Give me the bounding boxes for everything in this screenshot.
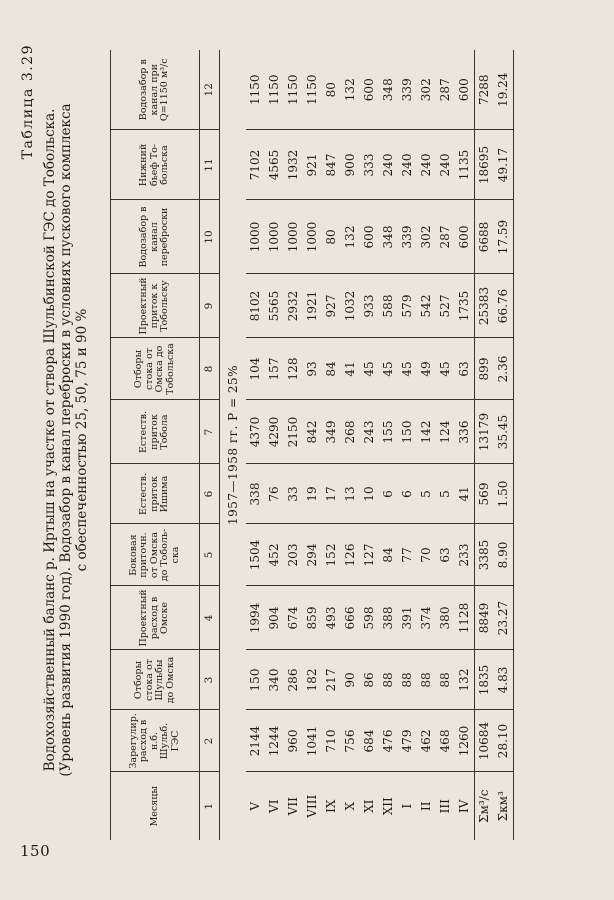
table-cell: 756 [341, 710, 360, 772]
table-cell: 18695 [475, 130, 495, 200]
table-cell: 391 [398, 586, 417, 650]
table-cell: 1735 [455, 274, 475, 338]
table-cell: 4.83 [494, 650, 514, 710]
table-cell: 23.27 [494, 586, 514, 650]
table-cell: 13 [341, 464, 360, 524]
table-cell: 847 [322, 130, 341, 200]
table-cell: 388 [379, 586, 398, 650]
col-number: 2 [200, 710, 220, 772]
table-cell: 1932 [284, 130, 303, 200]
table-cell: 684 [360, 710, 379, 772]
col-header-tailwater-tobolsk: Нижний бьеф То-больска [111, 130, 200, 200]
table-cell: 7288 [475, 50, 495, 130]
table-cell: 302 [417, 50, 436, 130]
table-cell: 45 [436, 338, 455, 400]
table-cell: 63 [455, 338, 475, 400]
col-number: 4 [200, 586, 220, 650]
col-number: 10 [200, 200, 220, 274]
table-cell: 243 [360, 400, 379, 464]
table-cell: 452 [265, 524, 284, 586]
caption-line-2: (Уровень развития 1990 год). Водозабор в канал переброски в условиях пускового комплекса [58, 103, 74, 777]
table-cell: 287 [436, 200, 455, 274]
table-cell: 5 [436, 464, 455, 524]
table-cell: 339 [398, 200, 417, 274]
table-cell: 348 [379, 200, 398, 274]
section-label: 1957—1958 гг. P = 25% [225, 364, 240, 526]
table-cell: 77 [398, 524, 417, 586]
table-cell: 1041 [303, 710, 322, 772]
table-cell: 45 [379, 338, 398, 400]
table-cell: 35.45 [494, 400, 514, 464]
table-cell: 338 [246, 464, 265, 524]
table-cell: 41 [455, 464, 475, 524]
table-row [417, 50, 436, 840]
table-cell: 1150 [284, 50, 303, 130]
table-cell: 666 [341, 586, 360, 650]
table-cell: 302 [417, 200, 436, 274]
table-cell: 63 [436, 524, 455, 586]
table-cell: 33 [284, 464, 303, 524]
table-cell: 8849 [475, 586, 495, 650]
table-cell: 217 [322, 650, 341, 710]
table-cell: 240 [379, 130, 398, 200]
col-header-design-flow-omsk: Проектный расход в Омске [111, 586, 200, 650]
table-cell: 28.10 [494, 710, 514, 772]
row-label: VII [286, 797, 300, 816]
table-cell: 19 [303, 464, 322, 524]
table-cell: 294 [303, 524, 322, 586]
table-cell: 8102 [246, 274, 265, 338]
table-cell: 527 [436, 274, 455, 338]
table-cell: 155 [379, 400, 398, 464]
table-cell: 927 [322, 274, 341, 338]
table-cell: 842 [303, 400, 322, 464]
table-cell: 598 [360, 586, 379, 650]
page-number: 150 [20, 842, 51, 860]
table-cell: 45 [398, 338, 417, 400]
table-cell: 6688 [475, 200, 495, 274]
table-cell: 374 [417, 586, 436, 650]
table-cell: 380 [436, 586, 455, 650]
col-number: 12 [200, 50, 220, 130]
table-cell: 569 [475, 464, 495, 524]
table-cell: 240 [436, 130, 455, 200]
table-cell: 674 [284, 586, 303, 650]
col-header-tobol-inflow: Естеств. приток Тобола [111, 400, 200, 464]
table-cell: 2932 [284, 274, 303, 338]
table-cell: 1000 [284, 200, 303, 274]
table-cell: 4370 [246, 400, 265, 464]
table-label: Таблица 3.29 [20, 44, 36, 160]
table-cell: 128 [284, 338, 303, 400]
col-header-withdrawals-shulba-omsk: Отборы стока от Шульбы до Омска [111, 650, 200, 710]
table-cell: 76 [265, 464, 284, 524]
table-cell: 542 [417, 274, 436, 338]
table-cell: 126 [341, 524, 360, 586]
col-header-withdrawals-omsk-tobolsk: Отборы стока от Омска до Тобольска [111, 338, 200, 400]
table-cell: 600 [455, 200, 475, 274]
col-number: 11 [200, 130, 220, 200]
table-cell: 4290 [265, 400, 284, 464]
table-row [265, 50, 284, 840]
table-cell: 66.76 [494, 274, 514, 338]
table-cell: 2144 [246, 710, 265, 772]
table-cell: 1260 [455, 710, 475, 772]
table-cell: 710 [322, 710, 341, 772]
col-header-lateral-inflow: Боковая приточн. от Омска до Тоболь-ска [111, 524, 200, 586]
col-header-ishim-inflow: Естеств. приток Ишима [111, 464, 200, 524]
table-row [379, 50, 398, 840]
table-cell: 5 [417, 464, 436, 524]
row-label: IV [457, 799, 471, 813]
table-cell: 600 [455, 50, 475, 130]
section-row [220, 50, 247, 840]
table-cell: 142 [417, 400, 436, 464]
table-cell: 4565 [265, 130, 284, 200]
table-cell: 900 [341, 130, 360, 200]
table-cell: 1921 [303, 274, 322, 338]
row-label: III [438, 799, 452, 814]
col-header-regulated-flow: Зарегулир. расход в н.б. Шульб. ГЭС [111, 710, 200, 772]
table-cell: 10 [360, 464, 379, 524]
col-number: 3 [200, 650, 220, 710]
table-row [284, 50, 303, 840]
table-cell: 84 [322, 338, 341, 400]
table-caption [42, 70, 90, 810]
table-cell: 104 [246, 338, 265, 400]
table-cell: 84 [379, 524, 398, 586]
table-row [475, 50, 495, 840]
table-row [246, 50, 265, 840]
table-cell: 1150 [265, 50, 284, 130]
caption-line-1: Водохозяйственный баланс р. Иртыш на участке от створа Шульбинской ГЭС до Тобольска. [42, 108, 58, 772]
col-header-design-inflow-tobolsk: Проектный приток к Тобольску [111, 274, 200, 338]
table-cell: 41 [341, 338, 360, 400]
table-cell: 960 [284, 710, 303, 772]
table-cell: 5565 [265, 274, 284, 338]
row-label: Σм³/с [475, 772, 495, 840]
col-header-months: Месяцы [111, 772, 200, 840]
table-cell: 6 [398, 464, 417, 524]
table-cell: 124 [436, 400, 455, 464]
table-cell: 88 [398, 650, 417, 710]
table-cell: 13179 [475, 400, 495, 464]
table-cell: 127 [360, 524, 379, 586]
table-cell: 86 [360, 650, 379, 710]
row-label: X [343, 801, 357, 811]
table-cell: 1150 [246, 50, 265, 130]
table-cell: 49.17 [494, 130, 514, 200]
table-cell: 2150 [284, 400, 303, 464]
table-cell: 132 [341, 200, 360, 274]
table-cell: 336 [455, 400, 475, 464]
column-number-row [200, 50, 220, 840]
table-cell: 904 [265, 586, 284, 650]
table-cell: 88 [417, 650, 436, 710]
table-cell: 588 [379, 274, 398, 338]
table-cell: 933 [360, 274, 379, 338]
col-number: 5 [200, 524, 220, 586]
table-cell: 80 [322, 200, 341, 274]
table-cell: 19.24 [494, 50, 514, 130]
table-cell: 1994 [246, 586, 265, 650]
table-cell: 600 [360, 50, 379, 130]
header-row [111, 50, 200, 840]
table-cell: 90 [341, 650, 360, 710]
caption-line-3: с обеспеченностью 25, 50, 75 и 90 % [74, 308, 90, 572]
row-label: Σкм³ [494, 772, 514, 840]
col-number: 1 [200, 772, 220, 840]
table-row [360, 50, 379, 840]
table-row [303, 50, 322, 840]
table-cell: 150 [398, 400, 417, 464]
table-cell: 333 [360, 130, 379, 200]
table-cell: 286 [284, 650, 303, 710]
row-label: IX [324, 799, 338, 813]
col-header-canal-intake-q1150: Водозабор в канал при Q=1150 м³/с [111, 50, 200, 130]
table-cell: 339 [398, 50, 417, 130]
table-cell: 1.50 [494, 464, 514, 524]
table-cell: 150 [246, 650, 265, 710]
col-number: 8 [200, 338, 220, 400]
table-row [436, 50, 455, 840]
table-cell: 1032 [341, 274, 360, 338]
table-row [398, 50, 417, 840]
table-cell: 899 [475, 338, 495, 400]
table-row [341, 50, 360, 840]
table-cell: 70 [417, 524, 436, 586]
table-cell: 349 [322, 400, 341, 464]
table-cell: 17.59 [494, 200, 514, 274]
table-cell: 2.36 [494, 338, 514, 400]
table-cell: 1504 [246, 524, 265, 586]
row-label: I [400, 803, 414, 809]
water-balance-table [110, 50, 514, 840]
table-cell: 240 [417, 130, 436, 200]
table-cell: 8.90 [494, 524, 514, 586]
rotated-page-content [10, 30, 600, 850]
table-cell: 268 [341, 400, 360, 464]
table-cell: 579 [398, 274, 417, 338]
table-cell: 1150 [303, 50, 322, 130]
table-cell: 6 [379, 464, 398, 524]
table-cell: 152 [322, 524, 341, 586]
table-cell: 93 [303, 338, 322, 400]
table-cell: 49 [417, 338, 436, 400]
table-cell: 348 [379, 50, 398, 130]
table-cell: 80 [322, 50, 341, 130]
table-cell: 468 [436, 710, 455, 772]
table-cell: 600 [360, 200, 379, 274]
table-cell: 157 [265, 338, 284, 400]
table-cell: 182 [303, 650, 322, 710]
table-cell: 17 [322, 464, 341, 524]
table-cell: 462 [417, 710, 436, 772]
table-cell: 476 [379, 710, 398, 772]
col-number: 9 [200, 274, 220, 338]
table-cell: 10684 [475, 710, 495, 772]
table-cell: 1000 [303, 200, 322, 274]
table-cell: 45 [360, 338, 379, 400]
table-cell: 493 [322, 586, 341, 650]
table-cell: 1000 [265, 200, 284, 274]
table-row [455, 50, 475, 840]
table-cell: 7102 [246, 130, 265, 200]
table-cell: 859 [303, 586, 322, 650]
row-label: V [248, 801, 262, 811]
table-cell: 88 [379, 650, 398, 710]
table-cell: 1128 [455, 586, 475, 650]
col-number: 6 [200, 464, 220, 524]
table-cell: 88 [436, 650, 455, 710]
table-cell: 25383 [475, 274, 495, 338]
table-cell: 3385 [475, 524, 495, 586]
row-label: XII [381, 797, 395, 816]
table-cell: 287 [436, 50, 455, 130]
table-cell: 1835 [475, 650, 495, 710]
row-label: VIII [305, 794, 319, 818]
table-cell: 921 [303, 130, 322, 200]
row-label: XI [362, 799, 376, 813]
col-header-canal-intake: Водозабор в канал переброски [111, 200, 200, 274]
table-cell: 479 [398, 710, 417, 772]
row-label: II [419, 801, 433, 811]
table-row [322, 50, 341, 840]
table-cell: 233 [455, 524, 475, 586]
table-cell: 1000 [246, 200, 265, 274]
table-cell: 1244 [265, 710, 284, 772]
table-cell: 132 [455, 650, 475, 710]
table-cell: 240 [398, 130, 417, 200]
table-cell: 340 [265, 650, 284, 710]
table-cell: 132 [341, 50, 360, 130]
row-label: VI [267, 799, 281, 813]
table-cell: 1135 [455, 130, 475, 200]
col-number: 7 [200, 400, 220, 464]
table-cell: 203 [284, 524, 303, 586]
table-row [494, 50, 514, 840]
